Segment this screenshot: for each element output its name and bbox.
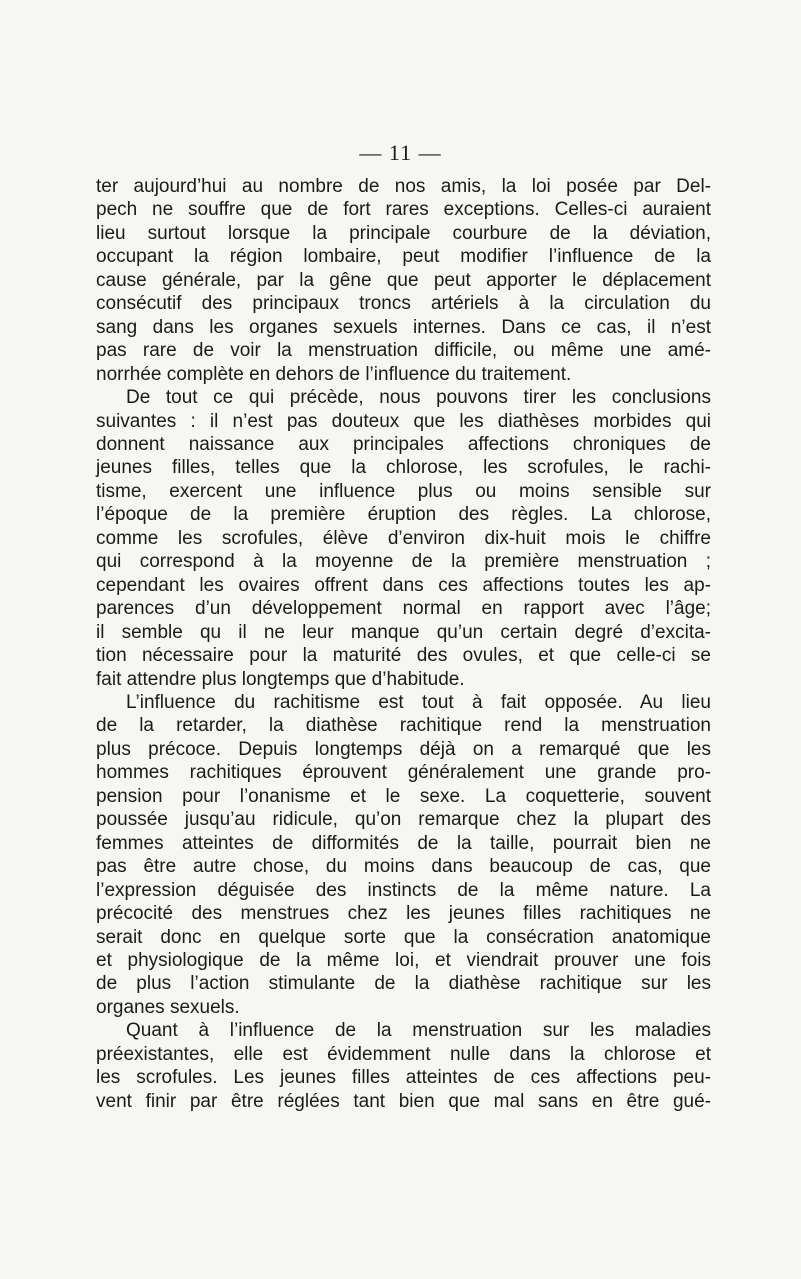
page-number: — 11 — [359,140,442,165]
text-line: De tout ce qui précède, nous pouvons tirer les conclusions [126,387,711,409]
text-line: sang dans les organes sexuels internes. Dans ce cas, il n’est [96,316,711,338]
text-line: pension pour l’onanisme et le sexe. La coquetterie, souvent [96,785,711,807]
text-line: poussée jusqu’au ridicule, qu’on remarque chez la plupart des [96,809,711,831]
text-line: ter aujourd’hui au nombre de nos amis, la loi posée par Del- [96,176,711,197]
paragraph-3 [96,691,711,1019]
text-line: de plus l’action stimulante de la diathèse rachitique sur les [96,973,711,995]
text-line: qui correspond à la moyenne de la première menstruation ; [96,551,711,573]
text-line: pech ne souffre que de fort rares exceptions. Celles-ci auraient [96,199,711,221]
text-line: vent finir par être réglées tant bien que mal sans en être gué- [96,1090,711,1112]
text-line: tisme, exercent une influence plus ou moins sensible sur [96,480,711,502]
text-line: L’influence du rachitisme est tout à fait opposée. Au lieu [126,691,711,713]
text-line: norrhée complète en dehors de l’influence du traitement. [96,363,572,385]
text-line: cause générale, par la gêne que peut apporter le déplacement [96,269,711,291]
text-line: parences d’un développement normal en rapport avec l’âge; [96,598,711,620]
paragraph-1 [96,175,711,386]
text-line: pas rare de voir la menstruation difficile, ou même une amé- [96,340,711,362]
text-line: suivantes : il n’est pas douteux que les diathèses morbides qui [96,410,711,432]
text-line: lieu surtout lorsque la principale courbure de la déviation, [96,222,711,244]
text-line: cependant les ovaires offrent dans ces affections toutes les ap- [96,574,711,596]
text-line: jeunes filles, telles que la chlorose, les scrofules, le rachi- [96,457,711,479]
text-line: femmes atteintes de difformités de la taille, pourrait bien ne [96,832,711,854]
text-line: tion nécessaire pour la maturité des ovules, et que celle-ci se [96,645,711,667]
text-line: occupant la région lombaire, peut modifier l’influence de la [96,246,711,268]
text-line: comme les scrofules, élève d’environ dix-huit mois le chiffre [96,527,711,549]
text-line: précocité des menstrues chez les jeunes filles rachitiques ne [96,903,711,925]
text-line: pas être autre chose, du moins dans beaucoup de cas, que [96,856,711,878]
text-line: Quant à l’influence de la menstruation sur les maladies [126,1020,711,1042]
text-line: consécutif des principaux troncs artériels à la circulation du [96,293,711,315]
text-line: plus précoce. Depuis longtemps déjà on a remarqué que les [96,738,711,760]
text-line: organes sexuels. [96,996,240,1018]
text-line: et physiologique de la même loi, et viendrait prouver une fois [96,949,711,971]
body-text [96,175,711,1113]
text-line: il semble qu il ne leur manque qu’un certain degré d’excita- [96,621,711,643]
text-line: serait donc en quelque sorte que la consécration anatomique [96,926,711,948]
text-line: préexistantes, elle est évidemment nulle dans la chlorose et [96,1043,711,1065]
text-line: l’expression déguisée des instincts de la même nature. La [96,879,711,901]
paragraph-2 [96,386,711,691]
text-line: les scrofules. Les jeunes filles atteintes de ces affections peu- [96,1067,711,1089]
text-line: fait attendre plus longtemps que d’habitude. [96,668,465,690]
paragraph-4 [96,1019,711,1113]
text-line: l’époque de la première éruption des règles. La chlorose, [96,504,711,526]
text-line: de la retarder, la diathèse rachitique rend la menstruation [96,715,711,737]
text-line: hommes rachitiques éprouvent généralement une grande pro- [96,762,711,784]
text-line: donnent naissance aux principales affections chroniques de [96,433,711,455]
